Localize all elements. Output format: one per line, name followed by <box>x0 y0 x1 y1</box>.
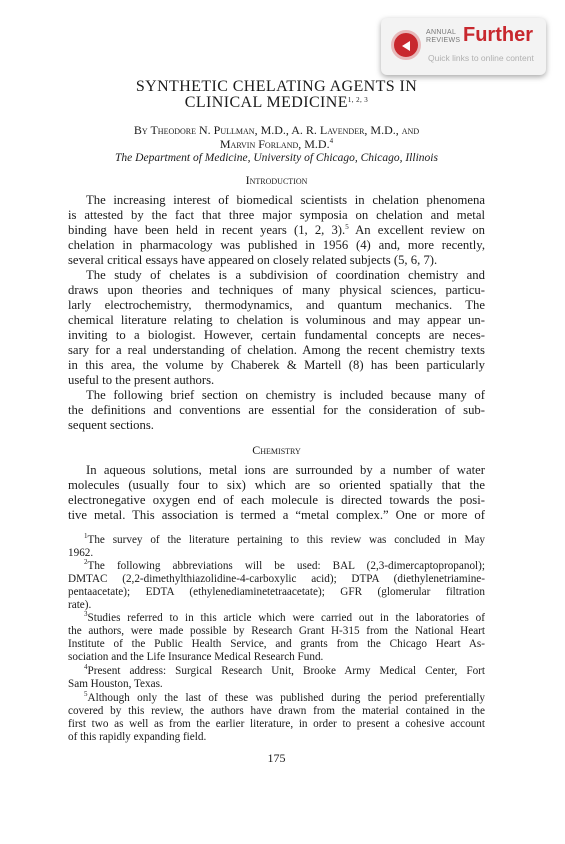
footnote-3-line: Institute of the Public Health Service, and grants from the Chicago Heart As- <box>68 638 485 650</box>
intro-p3-line: The following brief section on chemistry is included because many of <box>86 388 485 402</box>
footnote-number: 3 <box>84 610 88 618</box>
article-title-line2: CLINICAL MEDICINE$^{1, 2, 3}$ <box>184 94 369 111</box>
footnote-number: 1 <box>84 532 88 540</box>
footnote-3-line: sociation and the Life Insurance Medical Research Fund. <box>68 651 324 663</box>
badge-subtitle: Quick links to online content <box>428 53 534 63</box>
intro-p2-line: draws upon theories and techniques of many physical sciences, particu- <box>68 283 485 297</box>
further-badge[interactable] <box>381 18 546 75</box>
title-footnote-marks: 1, 2, 3 <box>347 96 369 104</box>
footnote-2-line: pentaacetate); EDTA (ethylenediaminetetraacetate); GFR (glomerular filtration <box>68 586 485 598</box>
chemistry-p1-line: tive metal. This association is termed a “metal complex.” One or more of <box>68 508 485 522</box>
intro-p2-line: larly electrochemistry, thermodynamics, and quantum mechanics. The <box>68 298 485 312</box>
intro-p1-line: is attested by the fact that three major symposia on chelation and metal <box>68 208 485 222</box>
intro-p2-line: sary for a real understanding of chelation. Among the recent chemistry texts <box>68 343 485 357</box>
badge-further-label: Further <box>463 24 533 46</box>
chemistry-p1-line: electronegative oxygen end of each molecule is directed towards the posi- <box>68 493 485 507</box>
intro-p3-line: sequent sections. <box>68 418 154 432</box>
page-number: 175 <box>267 751 286 765</box>
authors-line2: Marvin Forland, M.D.$^4$ <box>219 137 334 151</box>
intro-p1-line: binding have been held in recent years (1, 2, 3).$^5$ An excellent review on <box>68 223 485 237</box>
article-title-line1: SYNTHETIC CHELATING AGENTS IN <box>135 78 418 95</box>
footnote-number: 2 <box>84 558 88 566</box>
section-heading-introduction: Introduction <box>245 173 308 187</box>
footnote-3-line: the authors, were made possible by Research Grant H-315 from the National Heart <box>68 625 485 637</box>
footnote-number: 4 <box>84 663 88 671</box>
footnote-1-line: 1962. <box>68 547 94 559</box>
footnote-5-line: covered by this review, the authors have drawn from the material contained in the <box>68 705 485 717</box>
intro-p2-line: in this area, the volume by Chaberek & Martell (8) has been particularly <box>68 358 485 372</box>
footnote-2-line: $^2$The following abbreviations will be used: BAL (2,3-dimercaptopropanol); <box>84 558 485 572</box>
section-heading-chemistry: Chemistry <box>252 443 301 457</box>
footnote-3-line: $^3$Studies referred to in this article which were carried out in the laboratories of <box>84 610 485 624</box>
intro-p1-line: The increasing interest of biomedical scientists in chelation phenomena <box>86 193 485 207</box>
footnote-4-line: $^4$Present address: Surgical Research Unit, Brooke Army Medical Center, Fort <box>84 663 485 677</box>
chemistry-p1-line: molecules (usually four to six) which are so oriented spatially that the <box>68 478 485 492</box>
chemistry-p1-line: In aqueous solutions, metal ions are surrounded by a number of water <box>86 463 485 477</box>
footnote-number: 5 <box>84 690 88 698</box>
affiliation: The Department of Medicine, University of Chicago, Chicago, Illinois <box>115 152 438 164</box>
footnote-5-line: $^5$Although only the last of these was published during the period preferentially <box>84 690 485 704</box>
footnote-4-line: Sam Houston, Texas. <box>68 678 163 690</box>
footnote-1-line: $^1$The survey of the literature pertaining to this review was concluded in May <box>84 532 485 546</box>
intro-p2-line: chemical literature relating to chelation is voluminous and may appear un- <box>68 313 485 327</box>
footnote-5-line: of this rapidly expanding field. <box>68 731 207 743</box>
badge-reviews-label: REVIEWS <box>426 37 461 44</box>
footnote-mark: 5 <box>345 223 349 231</box>
intro-p3-line: the definitions and conventions are essential for the consideration of sub- <box>68 403 485 417</box>
intro-p2-line: inviting to a biologist. However, certain fundamental concepts are neces- <box>68 328 485 342</box>
intro-p1-line: chelation in pharmacology was published in 1956 (4) and, more recently, <box>68 238 485 252</box>
authors-footnote-mark: 4 <box>329 137 334 145</box>
back-arrow-icon <box>391 30 421 60</box>
badge-annual-label: ANNUAL <box>426 29 457 36</box>
intro-p1-line: several critical essays have appeared on closely related subjects (5, 6, 7). <box>68 253 438 267</box>
authors-line1: By Theodore N. Pullman, M.D., A. R. Lavender, M.D., and <box>133 123 420 137</box>
intro-p2-line: The study of chelates is a subdivision of coordination chemistry and <box>86 268 485 282</box>
intro-p2-line: useful to the present authors. <box>68 373 215 387</box>
footnote-2-line: DMTAC (2,2-dimethylthiazolidine-4-carboxylic acid); DTPA (diethylenetriamine- <box>68 573 485 585</box>
footnote-2-line: rate). <box>68 599 92 611</box>
footnote-5-line: first two as well as from the earlier literature, in order to present a cohesive account <box>68 718 485 730</box>
